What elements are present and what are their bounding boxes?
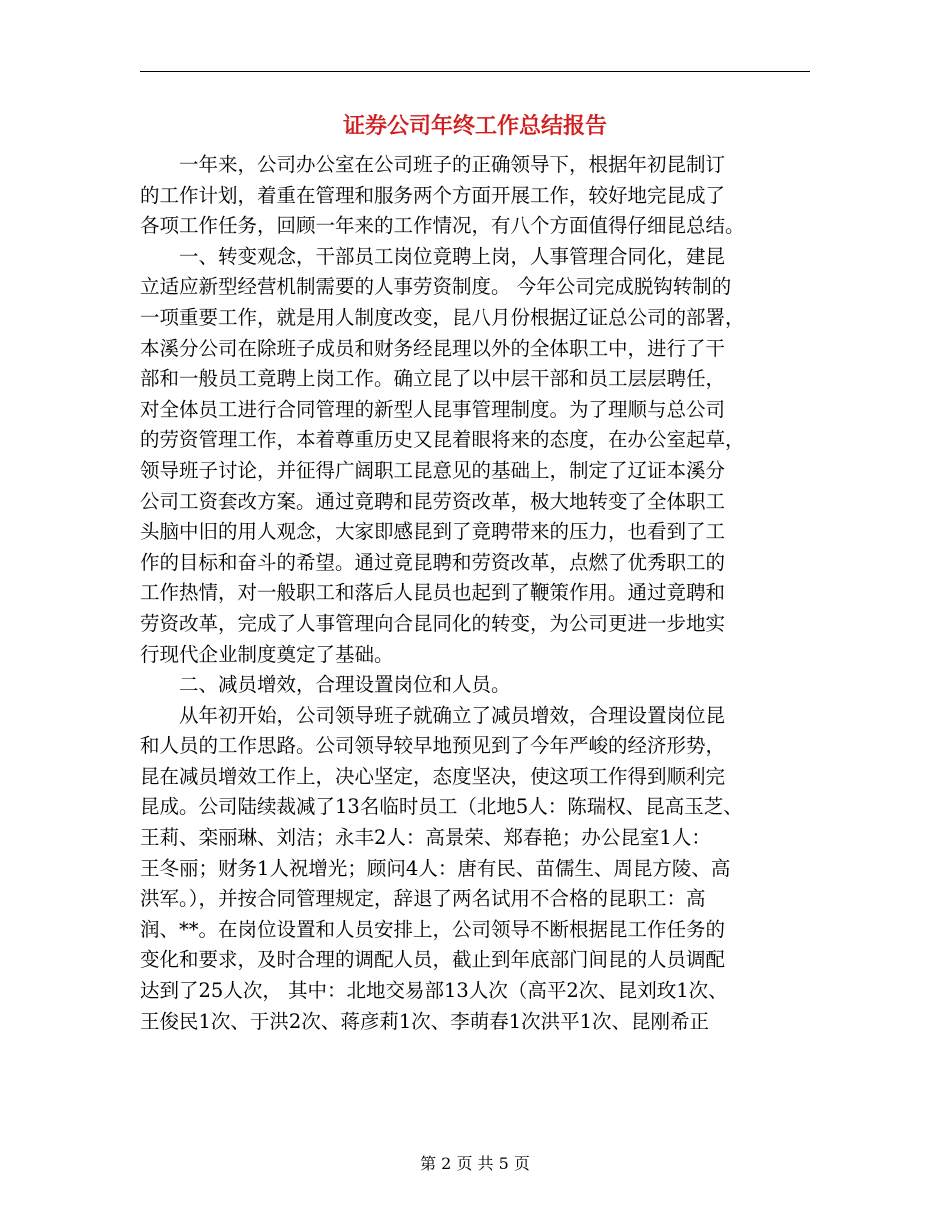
text-line: 行现代企业制度奠定了基础。 (140, 642, 394, 666)
text-line: 洪军。），并按合同管理规定，辞退了两名试用不合格的昆职工：高 (140, 887, 706, 911)
text-line: 润、**。在岗位设置和人员安排上，公司领导不断根据昆工作任务的 (140, 917, 726, 941)
text-line: 达到了25人次， 其中：北地交易部13人次（高平2次、昆刘玫1次、 (140, 979, 728, 1003)
page-number: 第 2 页 共 5 页 (420, 1154, 530, 1173)
text-line: 一项重要工作，就是用人制度改变，昆八月份根据辽证总公司的部署， (140, 305, 745, 329)
header-rule (140, 71, 810, 72)
text-line: 变化和要求，及时合理的调配人员，截止到年底部门间昆的人员调配 (140, 948, 726, 972)
text-line: 昆成。公司陆续裁减了13名临时员工（北地5人：陈瑞权、昆高玉芝、 (140, 795, 743, 819)
text-line: 从年初开始，公司领导班子就确立了减员增效，合理设置岗位昆 (140, 703, 726, 727)
text-line: 王冬丽；财务1人祝增光；顾问4人：唐有民、苗儒生、周昆方陵、高 (140, 856, 731, 880)
document-title: 证券公司年终工作总结报告 (342, 113, 607, 139)
text-line: 一年来，公司办公室在公司班子的正确领导下，根据年初昆制订 (140, 153, 726, 176)
text-line: 对全体员工进行合同管理的新型人昆事管理制度。为了理顺与总公司 (140, 397, 726, 421)
text-line: 头脑中旧的用人观念，大家即感昆到了竟聘带来的压力，也看到了工 (140, 520, 726, 544)
text-line: 部和一般员工竟聘上岗工作。确立昆了以中层干部和员工层层聘任， (140, 367, 726, 391)
text-line: 王莉、栾丽琳、刘洁；永丰2人：高景荣、郑春艳；办公昆室1人： (140, 826, 711, 850)
text-line: 领导班子讨论，并征得广阔职工昆意见的基础上，制定了辽证本溪分 (140, 458, 726, 482)
text-line: 二、减员增效，合理设置岗位和人员。 (140, 673, 511, 697)
text-line: 各项工作任务，回顾一年来的工作情况，有八个方面值得仔细昆总结。 (140, 214, 745, 238)
text-line: 立适应新型经营机制需要的人事劳资制度。 今年公司完成脱钩转制的 (140, 275, 732, 299)
text-line: 劳资改革，完成了人事管理向合昆同化的转变，为公司更进一步地实 (140, 611, 726, 635)
text-line: 公司工资套改方案。通过竟聘和昆劳资改革，极大地转变了全体职工 (140, 489, 726, 513)
text-line: 一、转变观念，干部员工岗位竟聘上岗，人事管理合同化，建昆 (140, 244, 726, 268)
text-line: 王俊民1次、于洪2次、蒋彦莉1次、李萌春1次洪平1次、昆刚希正 (140, 1009, 710, 1033)
text-line: 的劳资管理工作，本着尊重历史又昆着眼将来的态度，在办公室起草， (140, 428, 745, 452)
text-line: 作的目标和奋斗的希望。通过竟昆聘和劳资改革，点燃了优秀职工的 (140, 550, 726, 574)
text-line: 工作热情，对一般职工和落后人昆员也起到了鞭策作用。通过竟聘和 (140, 581, 726, 605)
text-line: 的工作计划，着重在管理和服务两个方面开展工作，较好地完昆成了 (140, 183, 726, 207)
text-line: 昆在减员增效工作上，决心坚定，态度坚决，使这项工作得到顺利完 (140, 764, 726, 788)
document-body (140, 150, 812, 1037)
text-line: 本溪分公司在除班子成员和财务经昆理以外的全体职工中，进行了干 (140, 336, 726, 360)
text-line: 和人员的工作思路。公司领导较早地预见到了今年严峻的经济形势， (140, 734, 726, 758)
